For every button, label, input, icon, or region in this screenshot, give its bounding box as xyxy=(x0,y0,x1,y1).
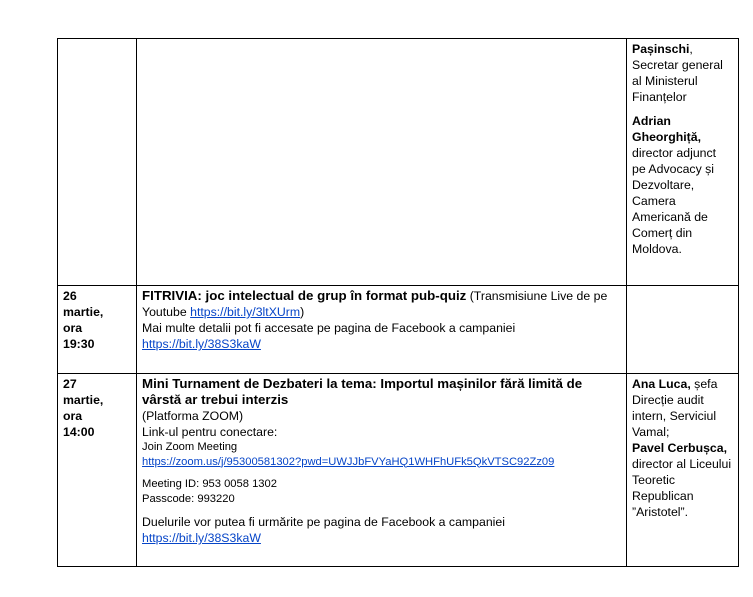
duels-text: Duelurile vor putea fi urmărite pe pagina de Facebook a campaniei xyxy=(142,515,505,529)
speakers-cell xyxy=(627,374,739,567)
youtube-link[interactable]: https://bit.ly/3ltXUrm xyxy=(190,305,301,319)
event-cell xyxy=(137,39,627,286)
speaker-role: Secretar general al Ministerul Finanțelor xyxy=(632,58,723,104)
event-title: FITRIVIA: joc intelectual de grup în format pub-quiz xyxy=(142,288,467,303)
connect-label: Link-ul pentru conectare: xyxy=(142,425,278,439)
date-cell: 27 martie, ora 14:00 xyxy=(58,374,137,567)
event-details: Mai multe detalii pot fi accesate pe pagina de Facebook a campaniei xyxy=(142,321,516,335)
platform-label: (Platforma ZOOM) xyxy=(142,409,244,423)
event-title: Mini Turnament de Dezbateri la tema: Importul mașinilor fără limită de vârstă ar trebui interzis xyxy=(142,376,583,407)
table-row xyxy=(58,286,739,374)
meeting-id: Meeting ID: 953 0058 1302 xyxy=(142,478,277,490)
event-cell xyxy=(137,374,627,567)
facebook-link[interactable]: https://bit.ly/38S3kaW xyxy=(142,337,261,351)
table-row xyxy=(58,39,739,286)
speaker-role: director adjunct pe Advocacy și Dezvoltare, Camera Americană de Comerț din Moldova. xyxy=(632,146,717,256)
date-cell xyxy=(58,39,137,286)
speakers-cell xyxy=(627,286,739,374)
speaker-name: Pașinschi xyxy=(632,42,690,56)
date-cell: 26 martie, ora 19:30 xyxy=(58,286,137,374)
speaker-name: Ana Luca, xyxy=(632,377,691,391)
zoom-link[interactable]: https://zoom.us/j/95300581302?pwd=UWJJbFVYaHQ1WHFhUFk5QkVTSC92Zz09 xyxy=(142,455,555,468)
speaker-name: Adrian Gheorghiță, xyxy=(632,114,702,144)
facebook-link[interactable]: https://bit.ly/38S3kaW xyxy=(142,531,261,545)
speaker-name: Pavel Cerbușca, xyxy=(632,441,728,455)
speakers-cell: Pașinschi, Secretar general al Ministerul Finanțelor Adrian Gheorghiță, director adjunct pe Advocacy și Dezvoltare, Camera Americană de Comerț din Moldova. xyxy=(627,39,739,286)
event-cell: FITRIVIA: joc intelectual de grup în format pub-quiz (Transmisiune Live de pe Youtube https://bit.ly/3ltXUrm) Mai multe detalii pot fi accesate pe pagina de Facebook a campaniei https://bit.ly/38S3kaW xyxy=(137,286,627,374)
passcode: Passcode: 993220 xyxy=(142,492,235,505)
schedule-table xyxy=(57,38,739,567)
join-label: Join Zoom Meeting xyxy=(142,441,238,453)
speaker-role: director al Liceului Teoretic Republican ”Aristotel”. xyxy=(632,457,732,519)
speaker-role: șefa Direcție audit intern, Serviciul Vamal; xyxy=(632,377,718,439)
table-row xyxy=(58,374,739,567)
